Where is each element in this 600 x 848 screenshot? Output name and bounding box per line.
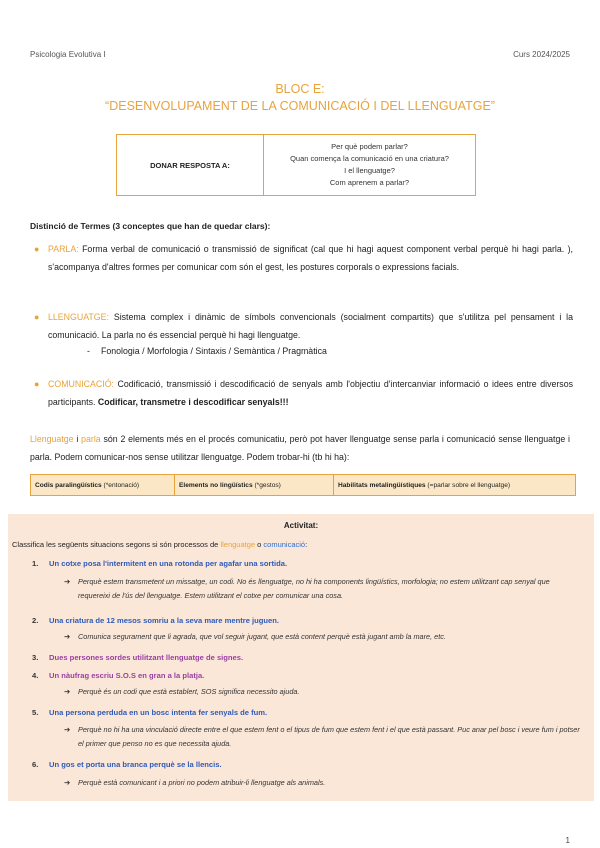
arrow-icon: ➔ xyxy=(64,577,71,586)
distinction-heading: Distinció de Termes (3 conceptes que han de quedar clars): xyxy=(30,221,271,231)
question-1: Per què podem parlar? xyxy=(331,142,408,151)
term-llenguatge: LLENGUATGE: xyxy=(48,312,109,322)
bullet-comunicacio xyxy=(34,376,573,411)
code-bold: Elements no lingüístics xyxy=(179,481,253,489)
arrow-icon: ➔ xyxy=(64,725,71,734)
bloc-subtitle: “DESENVOLUPAMENT DE LA COMUNICACIÓ I DEL LLENGUATGE” xyxy=(105,99,495,113)
activity-title: Activitat: xyxy=(283,521,319,530)
answer-text: Comunica segurament que li agrada, que vol seguir jugant, que està content perquè està jugant amb la mare, etc. xyxy=(78,632,446,641)
code-light: (=parlar sobre el llenguatge) xyxy=(425,481,511,489)
term-parla: PARLA: xyxy=(48,244,79,254)
activity-answer-6 xyxy=(64,776,583,790)
code-light: (*entonació) xyxy=(101,481,140,489)
item-text: Un cotxe posa l'intermitent en una rotonda per agafar una sortida. xyxy=(49,559,288,568)
activity-box xyxy=(8,514,594,801)
activity-answer-1 xyxy=(64,575,583,603)
answer-text: Perquè està comunicant i a priori no podem atribuir-li llenguatge als animals. xyxy=(78,778,326,787)
arrow-icon: ➔ xyxy=(64,687,71,696)
def-comunicacio: Codificació, transmissió i descodificació de senyals amb l'objectiu d'intercanviar informació o idees entre diversos participants. xyxy=(48,379,573,407)
item-number: 2. xyxy=(32,616,39,625)
intro-end: : xyxy=(305,540,308,549)
bullet-llenguatge xyxy=(34,309,573,344)
code-cell xyxy=(175,475,334,496)
codes-table xyxy=(30,474,576,496)
item-number: 1. xyxy=(32,559,39,568)
questions-cell xyxy=(264,135,476,196)
intro-text: Classifica les següents situacions segons si són processos de xyxy=(12,540,221,549)
page-number: 1 xyxy=(565,836,570,845)
item-text: Dues persones sordes utilitzant llenguatge de signes. xyxy=(49,653,244,662)
questions-table xyxy=(116,134,476,196)
questions-label: DONAR RESPOSTA A: xyxy=(117,135,264,196)
arrow-icon: ➔ xyxy=(64,632,71,641)
activity-intro xyxy=(12,540,307,549)
question-3: I el llenguatge? xyxy=(344,166,395,175)
answer-text: Perquè estem transmetent un missatge, un codi. No és llenguatge, no hi ha components lingüístics, morfologia; no estem utilitzant cap senyal que requereixi de l'ús del llenguatge. Estem utilitzant el cotxe per comunicar una cosa. xyxy=(78,577,550,600)
code-cell xyxy=(31,475,175,496)
question-4: Com aprenem a parlar? xyxy=(329,178,410,187)
item-number: 4. xyxy=(32,671,39,680)
sub-bullet xyxy=(87,346,327,356)
answer-text: Perquè és un codi que està establert, SOS significa necessito ajuda. xyxy=(78,687,300,696)
code-light: (*gestos) xyxy=(252,481,281,489)
question-2: Quan comença la comunicació en una criatura? xyxy=(290,154,449,163)
item-number: 6. xyxy=(32,760,39,769)
sub-bullet-text: Fonologia / Morfologia / Sintaxis / Semàntica / Pragmàtica xyxy=(101,346,327,356)
activity-answer-4 xyxy=(64,685,583,699)
para-word-llenguatge: Llenguatge xyxy=(30,434,74,444)
def-parla: Forma verbal de comunicació o transmissió de significat (cal que hi hagi aquest component verbal perquè hi hagi parla. ), s'acompanya d'altres formes per comunicar com són el gest, les postures corporals o expressions facials. xyxy=(48,244,573,272)
doc-header-left: Psicologia Evolutiva I xyxy=(30,50,106,59)
item-number: 5. xyxy=(32,708,39,717)
bloc-title: BLOC E: xyxy=(275,82,325,96)
item-text: Un gos et porta una branca perquè se la llencis. xyxy=(49,760,222,769)
para-word-parla: parla xyxy=(81,434,101,444)
para-rest: són 2 elements més en el procés comunicatiu, però pot haver llenguatge sense parla i comunicació sense llenguatge i parla. Podem comunicar-nos sense utilitzar llenguatge. Podem trobar-hi (tb hi ha): xyxy=(30,434,570,462)
answer-text: Perquè no hi ha una vinculació directe entre el que estem fent o el tipus de fum que estem fent i el que està passant. Puc anar pel bosc i veure fum i potser el primer que penso no es que necessita ajuda. xyxy=(78,725,580,748)
term-comunicacio: COMUNICACIÓ: xyxy=(48,379,114,389)
item-number: 3. xyxy=(32,653,39,662)
intro-llenguatge: llenguatge xyxy=(220,540,256,549)
code-cell xyxy=(334,475,576,496)
activity-answer-2 xyxy=(64,630,583,644)
bullet-parla xyxy=(34,241,573,276)
bullet-dot-icon: ● xyxy=(34,244,40,254)
item-text: Una persona perduda en un bosc intenta fer senyals de fum. xyxy=(49,708,268,717)
bullet-dot-icon: ● xyxy=(34,379,40,389)
activity-answer-5 xyxy=(64,723,583,751)
def-comunicacio-bold: Codificar, transmetre i descodificar senyals!!! xyxy=(97,396,289,407)
para-and: i xyxy=(73,434,82,444)
code-bold: Codis paralingüístics xyxy=(35,481,102,489)
intro-comunicacio: comunicació xyxy=(263,540,306,549)
code-bold: Habilitats metalingüístiques xyxy=(338,481,426,489)
def-llenguatge: Sistema complex i dinàmic de símbols convencionals (socialment compartits) que s'utilitza pel pensament i la comunicació. La parla no és essencial perquè hi hagi llenguatge. xyxy=(48,312,573,340)
item-text: Un nàufrag escriu S.O.S en gran a la platja. xyxy=(49,671,205,680)
dash-icon: - xyxy=(87,346,90,356)
arrow-icon: ➔ xyxy=(64,778,71,787)
item-text: Una criatura de 12 mesos somriu a la seva mare mentre juguen. xyxy=(49,616,280,625)
intro-or: o xyxy=(255,540,264,549)
doc-header-right: Curs 2024/2025 xyxy=(513,50,570,59)
intro-paragraph xyxy=(30,431,570,466)
bullet-dot-icon: ● xyxy=(34,312,40,322)
